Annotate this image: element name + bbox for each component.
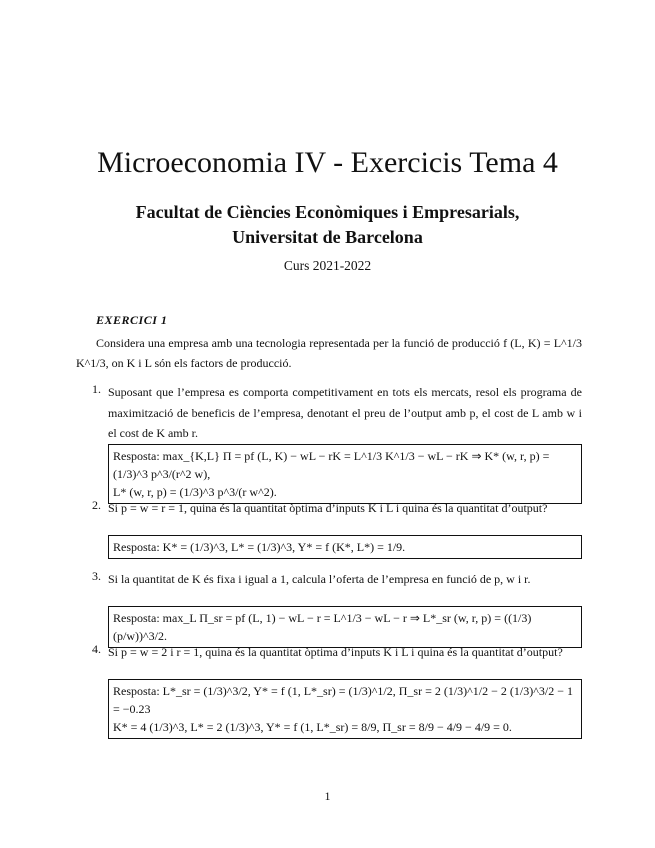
answer-box	[108, 444, 582, 504]
page-number: 1	[324, 789, 331, 803]
question-4	[76, 642, 582, 732]
question-number: 1.	[92, 382, 101, 396]
subtitle-line-faculty: Facultat de Ciències Econòmiques i Empresarials,	[135, 202, 520, 222]
question-text: Si p = w = r = 1, quina és la quantitat òptima d’inputs K i L i quina és la quantitat d’output?	[108, 501, 548, 515]
question-1	[76, 382, 582, 499]
question-3	[76, 569, 582, 643]
institution-subtitle	[0, 200, 655, 250]
subtitle-line-university: Universitat de Barcelona	[232, 227, 423, 247]
answer-line: K* = 4 (1/3)^3, L* = 2 (1/3)^3, Y* = f (1, L*_sr) = 8/9, Π_sr = 8/9 − 4/9 − 4/9 = 0.	[113, 720, 512, 734]
question-number: 4.	[92, 642, 101, 656]
exercise-heading: EXERCICI 1	[96, 313, 168, 327]
answer-line: Resposta: L*_sr = (1/3)^3/2, Y* = f (1, L*_sr) = (1/3)^1/2, Π_sr = 2 (1/3)^1/2 − 2 (1/3)^3/2 − 1 = −0.23	[113, 684, 573, 716]
answer-line: Resposta: max_L Π_sr = pf (L, 1) − wL − r = L^1/3 − wL − r ⇒ L*_sr (w, r, p) = ((1/3)(p/w))^3/2.	[113, 611, 532, 643]
question-text: Si p = w = 2 i r = 1, quina és la quantitat òptima d’inputs K i L i quina és la quantitat d’output?	[108, 645, 563, 659]
course-year: Curs 2021-2022	[283, 258, 372, 273]
question-text: Suposant que l’empresa es comporta competitivament en tots els mercats, resol els programa de maximització de beneficis de l’empresa, denotant el preu de l’output amb p, el cost de L amb w i el cost de K amb r.	[108, 385, 582, 440]
answer-line: L* (w, r, p) = (1/3)^3 p^3/(r w^2).	[113, 485, 277, 499]
exercise-intro: Considera una empresa amb una tecnologia representada per la funció de producció f (L, K) = L^1/3 K^1/3, on K i L són els factors de producció.	[76, 336, 582, 370]
answer-line: Resposta: max_{K,L} Π = pf (L, K) − wL − rK = L^1/3 K^1/3 − wL − rK ⇒ K* (w, r, p) = (1/3)^3 p^3/(r^2 w),	[113, 449, 550, 481]
question-number: 2.	[92, 498, 101, 512]
document-title: Microeconomia IV - Exercicis Tema 4	[97, 146, 558, 179]
answer-line: Resposta: K* = (1/3)^3, L* = (1/3)^3, Y* = f (K*, L*) = 1/9.	[113, 540, 406, 554]
question-number: 3.	[92, 569, 101, 583]
answer-box	[108, 535, 582, 559]
question-2	[76, 498, 582, 564]
question-text: Si la quantitat de K és fixa i igual a 1, calcula l’oferta de l’empresa en funció de p, w i r.	[108, 572, 531, 586]
answer-box	[108, 679, 582, 739]
